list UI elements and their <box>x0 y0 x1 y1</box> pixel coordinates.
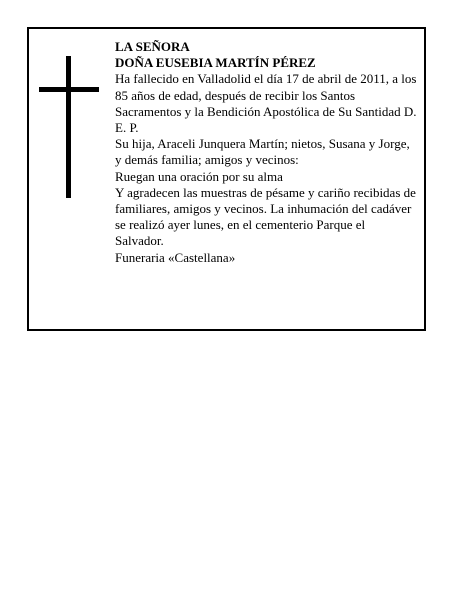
funeral-home: Funeraria «Castellana» <box>115 249 236 265</box>
notice-text <box>115 39 417 266</box>
obituary-notice <box>27 27 426 331</box>
deceased-name: DOÑA EUSEBIA MARTÍN PÉREZ <box>115 55 316 71</box>
death-announcement: Ha fallecido en Valladolid el día 17 de abril de 2011, a los 85 años de edad, después de recibir los Santos Sacramentos y la Bendición Apostólica de Su Santidad D. E. P. <box>115 71 417 136</box>
prayer-request: Ruegan una oración por su alma <box>115 168 283 184</box>
deceased-title: LA SEÑORA <box>115 39 190 54</box>
family-list: Su hija, Araceli Junquera Martín; nietos, Susana y Jorge, y demás familia; amigos y vecinos: <box>115 136 410 168</box>
acknowledgement: Y agradecen las muestras de pésame y cariño recibidas de familiares, amigos y vecinos. La inhumación del cadáver se realizó ayer lunes, en el cementerio Parque el Salvador. <box>115 184 416 249</box>
cross-horizontal-bar <box>39 87 99 92</box>
cross-vertical-bar <box>66 56 71 198</box>
latin-cross-icon <box>39 56 99 198</box>
